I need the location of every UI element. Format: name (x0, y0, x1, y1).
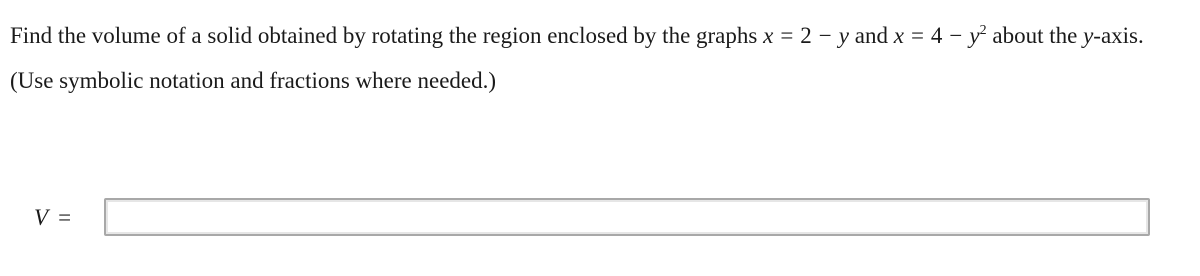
equals-sign: = (58, 205, 72, 230)
instruction-text: (Use symbolic notation and fractions where needed.) (10, 68, 497, 93)
axis-variable: y (1083, 23, 1094, 48)
answer-label (34, 200, 71, 236)
axis-suffix: -axis. (1093, 23, 1144, 48)
question-prefix: Find the volume of a solid obtained by rotating the region enclosed by the graphs (10, 23, 758, 48)
conjunction: and (854, 23, 888, 48)
answer-input[interactable] (104, 198, 1150, 236)
equation-2: $x = 4 - y^2$ (893, 23, 987, 48)
question-text (10, 16, 1144, 51)
about-text: about the (992, 23, 1078, 48)
exponent: 2 (979, 23, 987, 38)
equation-1: x = 2 − y (763, 23, 849, 48)
volume-variable: V (34, 205, 49, 230)
